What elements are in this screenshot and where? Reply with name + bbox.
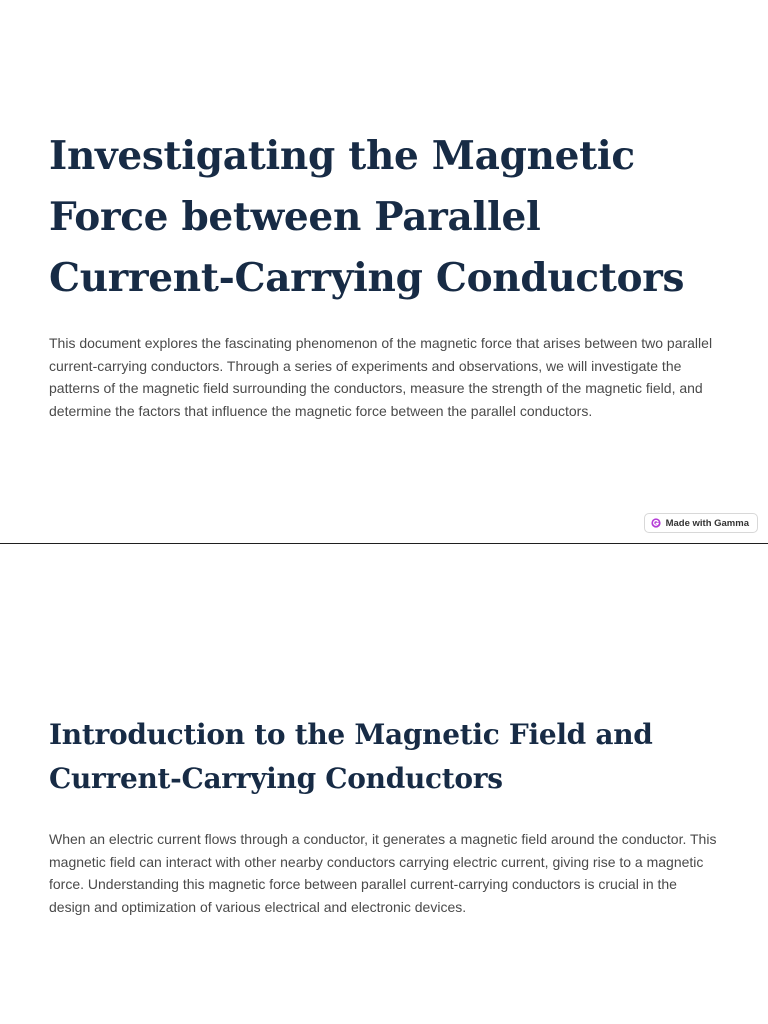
section-paragraph: When an electric current flows through a conductor, it generates a magnetic field around the conductor. This magnetic field can interact with other nearby conductors carrying electric current, giving rise to a magnetic force. Understanding this magnetic force between parallel current-carrying conductors is crucial in the design and optimization of various electrical and electronic devices. <box>49 831 717 915</box>
slide-2 <box>0 544 768 1024</box>
badge-label: Made with Gamma <box>665 517 749 529</box>
intro-paragraph: This document explores the fascinating phenomenon of the magnetic force that arises between two parallel current-carrying conductors. Through a series of experiments and observations, we will investigate the patterns of the magnetic field surrounding the conductors, measure the strength of the magnetic field, and determine the factors that influence the magnetic force between the parallel conductors. <box>49 335 713 419</box>
made-with-gamma-button[interactable] <box>644 513 758 533</box>
section-title: Introduction to the Magnetic Field and Current-Carrying Conductors <box>49 718 653 795</box>
page-title: Investigating the Magnetic Force between Parallel Current-Carrying Conductors <box>49 133 685 301</box>
gamma-logo-icon <box>651 518 661 528</box>
